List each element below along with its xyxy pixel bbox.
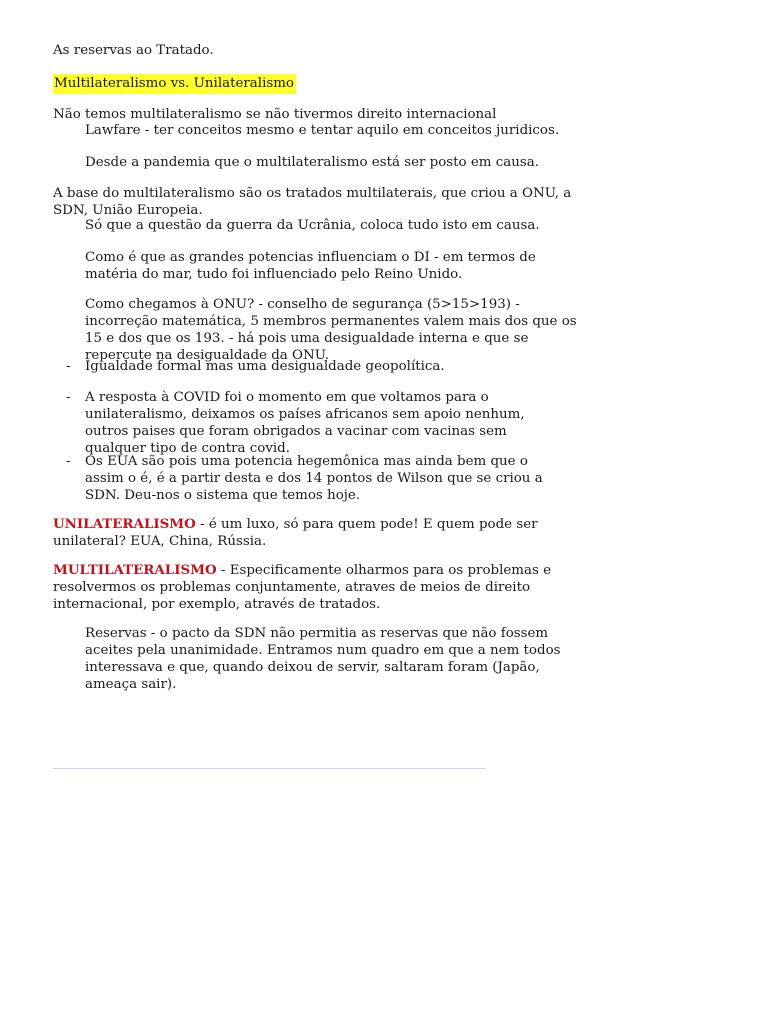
horizontal-divider xyxy=(53,768,486,769)
paragraph-multilateralism xyxy=(53,562,593,613)
multilateral-definition: - Especificamente olharmos para os problemas e resolvermos os problemas conjuntamente, atraves de meios de direito internacional, por exemplo, através de tratados. xyxy=(53,563,552,612)
bullet-marker: - xyxy=(66,454,71,469)
paragraph-great-powers: Como é que as grandes potencias influenciam o DI - em termos de matéria do mar, tudo foi influenciado pelo Reino Unido. xyxy=(85,250,536,282)
bullet-item: A resposta à COVID foi o momento em que voltamos para o unilateralismo, deixamos os países africanos sem apoio nenhum, outros paises que foram obrigados a vacinar com vacinas sem qualquer tipo de contra covid. xyxy=(85,390,525,456)
term-unilateralismo: UNILATERALISMO xyxy=(53,516,196,532)
paragraph-multilateralism-law: Não temos multilateralismo se não tivermos direito internacional xyxy=(53,107,497,122)
unilateral-definition: - é um luxo, só para quem pode! E quem pode ser unilateral? EUA, China, Rússia. xyxy=(53,517,538,549)
paragraph-unilateralism xyxy=(53,516,593,550)
paragraph-reservas: Reservas - o pacto da SDN não permitia as reservas que não fossem aceites pela unanimidade. Entramos num quadro em que a nem todos interessava e que, quando deixou de servir, saltaram foram (Japão, ameaça sair). xyxy=(85,626,561,692)
bullet-marker: - xyxy=(66,359,71,374)
bullet-item: Igualdade formal mas uma desigualdade geopolítica. xyxy=(85,359,445,374)
highlighted-heading xyxy=(53,75,613,92)
highlight-text: Multilateralismo vs. Unilateralismo xyxy=(53,74,296,94)
paragraph-security-council: Como chegamos à ONU? - conselho de segurança (5>15>193) - incorreção matemática, 5 membros permanentes valem mais dos que os 15 e dos que os 193. - há pois uma desigualdade interna e que se repercute na desigualdade da ONU. xyxy=(85,297,577,363)
term-multilateralismo: MULTILATERALISMO xyxy=(53,562,217,578)
document-title: As reservas ao Tratado. xyxy=(53,43,214,58)
paragraph-pandemic: Desde a pandemia que o multilateralismo está ser posto em causa. xyxy=(85,155,539,170)
paragraph-lawfare: Lawfare - ter conceitos mesmo e tentar aquilo em conceitos juridicos. xyxy=(85,123,560,138)
paragraph-ukraine: Só que a questão da guerra da Ucrânia, coloca tudo isto em causa. xyxy=(85,218,540,233)
bullet-marker: - xyxy=(66,390,71,405)
bullet-item: Os EUA são pois uma potencia hegemônica mas ainda bem que o assim o é, é a partir desta e dos 14 pontos de Wilson que se criou a SDN. Deu-nos o sistema que temos hoje. xyxy=(85,454,543,503)
paragraph-treaties-base: A base do multilateralismo são os tratados multilaterais, que criou a ONU, a SDN, União Europeia. xyxy=(53,186,572,218)
